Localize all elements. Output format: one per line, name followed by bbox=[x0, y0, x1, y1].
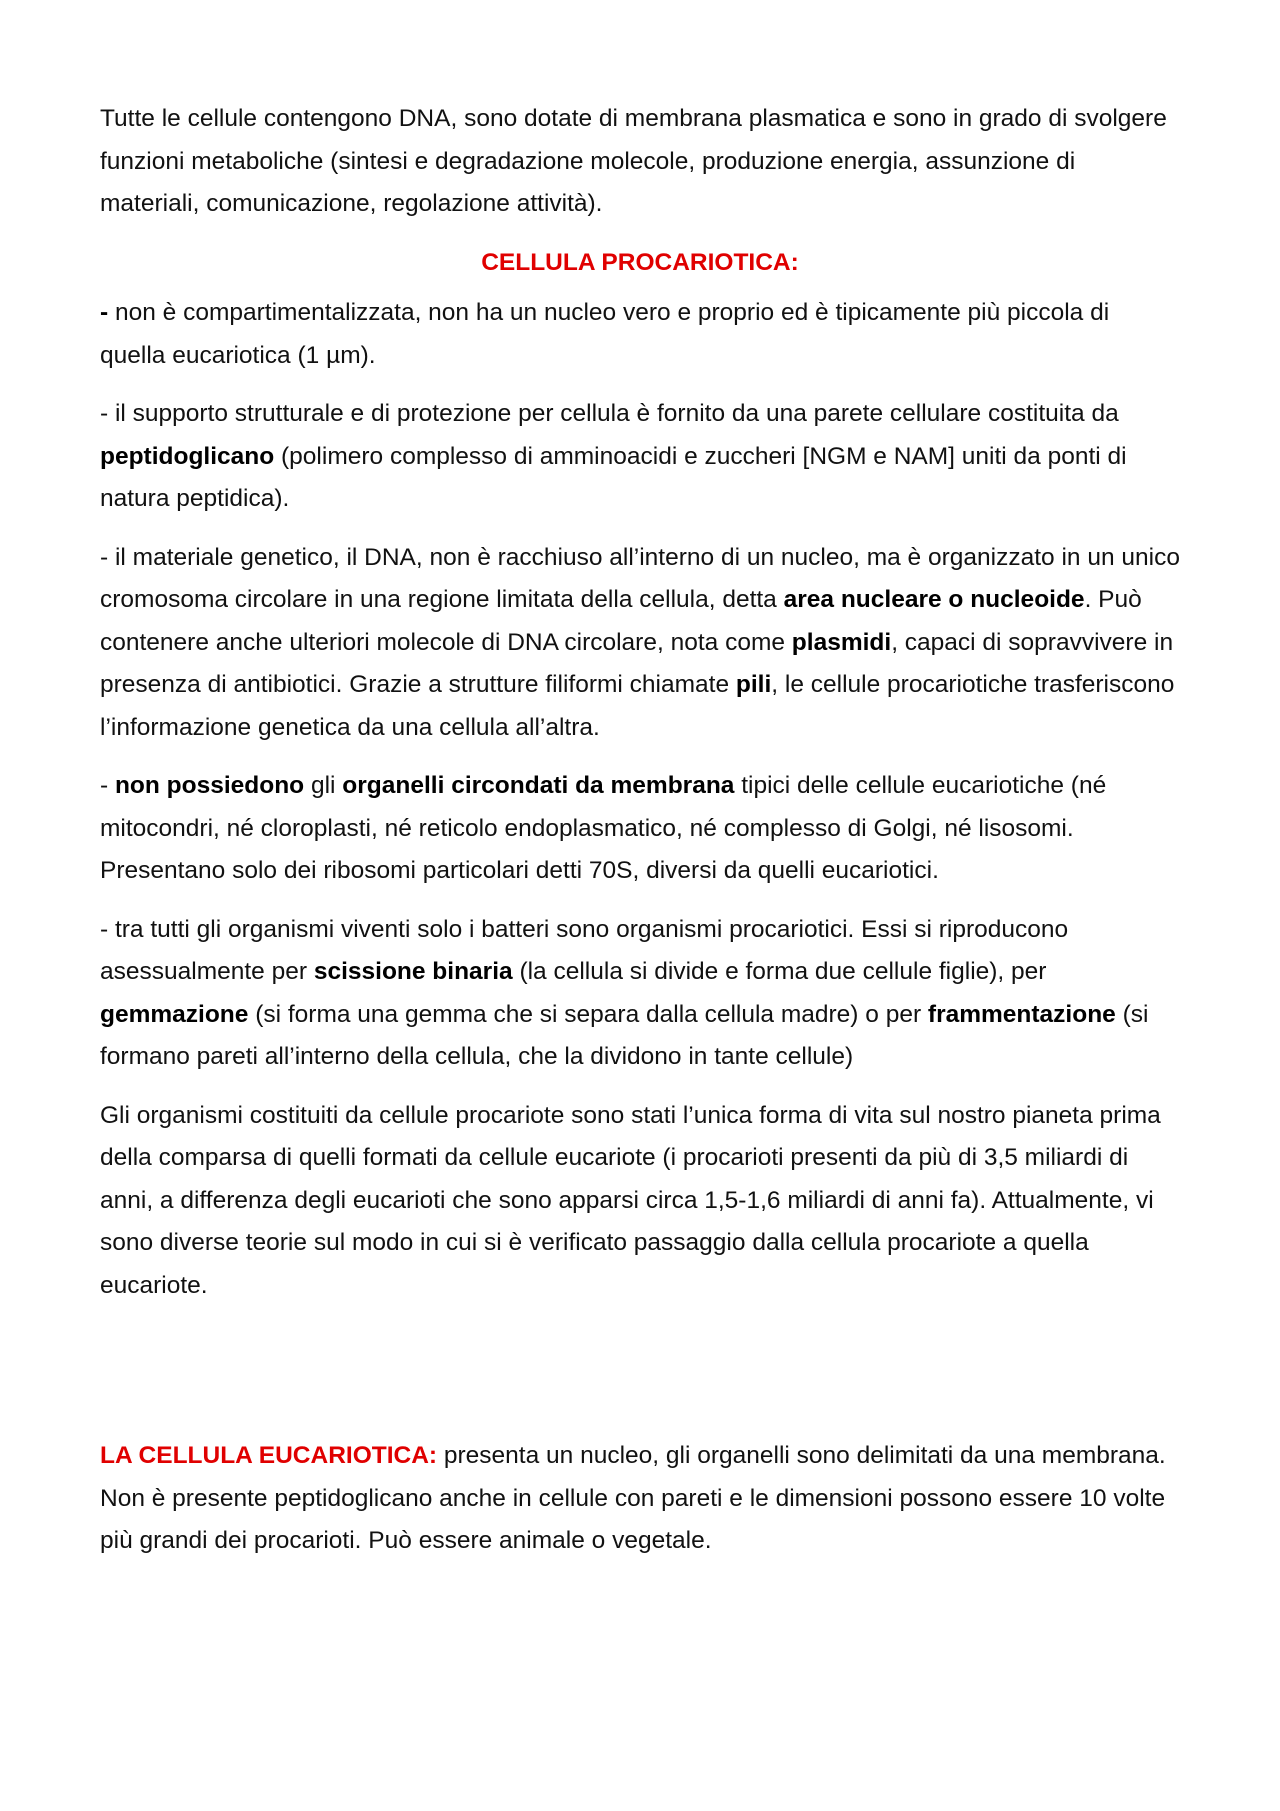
procariotica-point-3 bbox=[100, 537, 1180, 750]
point-1-dash: - bbox=[100, 299, 115, 326]
eucariotica-text: presenta un nucleo, gli organelli sono delimitati da una membrana. Non è presente peptidoglicano anche in cellule con pareti e le dimensioni possono essere 10 volte più grandi dei procarioti. Può essere animale o vegetale. bbox=[100, 1442, 1166, 1554]
point-5-text-e: (si formano pareti all’interno della cellula, che la dividono in tante cellule) bbox=[100, 1000, 1149, 1070]
point-5-text-a: - tra tutti gli organismi viventi solo i batteri sono organismi procariotici. Essi si riproducono asessualmente per bbox=[100, 915, 1069, 985]
point-5-text-d: (si forma una gemma che si separa dalla cellula madre) o per bbox=[248, 1000, 928, 1028]
term-organelli-membrana: organelli circondati da membrana bbox=[342, 772, 735, 799]
term-scissione-binaria: scissione binaria bbox=[313, 958, 513, 985]
term-plasmidi: plasmidi bbox=[791, 628, 892, 656]
procariotica-heading: CELLULA PROCARIOTICA: bbox=[481, 248, 799, 276]
eucariotica-paragraph bbox=[100, 1435, 1180, 1563]
point-3-text-e: , le cellule procariotiche trasferiscono l’informazione genetica da una cellula all’altra. bbox=[100, 671, 1175, 741]
term-peptidoglicano: peptidoglicano bbox=[100, 442, 275, 470]
term-pili: pili bbox=[735, 671, 772, 698]
procariotica-point-5 bbox=[100, 909, 1180, 1079]
point-3-text-a: - il materiale genetico, il DNA, non è racchiuso all’interno di un nucleo, ma è organizzato in un unico cromosoma circolare in una regione limitata della cellula, detta bbox=[100, 543, 1180, 613]
point-4-text-d: tipici delle cellule eucariotiche (né mitocondri, né cloroplasti, né reticolo endoplasmatico, né complesso di Golgi, né lisosomi. Presentano solo dei ribosomi particolari detti 70S, diversi da quelli eucariotici. bbox=[100, 772, 1107, 884]
point-2-text-c: (polimero complesso di amminoacidi e zuccheri [NGM e NAM] uniti da ponti di natura peptidica). bbox=[100, 442, 1127, 512]
procariotica-point-1 bbox=[100, 292, 1180, 377]
procariotica-conclusion: Gli organismi costituiti da cellule procariote sono stati l’unica forma di vita sul nostro pianeta prima della comparsa di quelli formati da cellule eucariote (i procarioti presenti da più di 3,5 miliardi di anni, a differenza degli eucarioti che sono apparsi circa 1,5-1,6 miliardi di anni fa). Attualmente, vi sono diverse teorie sul modo in cui si è verificato passaggio dalla cellula procariote a quella eucariote. bbox=[100, 1101, 1161, 1299]
point-4-text-c: gli bbox=[304, 772, 343, 799]
section-spacer bbox=[100, 1323, 1180, 1435]
term-frammentazione: frammentazione bbox=[927, 1000, 1116, 1028]
point-5-text-c: (la cellula si divide e forma due cellule figlie), per bbox=[512, 958, 1047, 985]
term-gemmazione: gemmazione bbox=[100, 1000, 249, 1028]
point-4-text-a: - bbox=[100, 772, 115, 799]
intro-paragraph: Tutte le cellule contengono DNA, sono dotate di membrana plasmatica e sono in grado di svolgere funzioni metaboliche (sintesi e degradazione molecole, produzione energia, assunzione di materiali, comunicazione, regolazione attività). bbox=[100, 105, 1167, 217]
point-3-text-d: , capaci di sopravvivere in presenza di antibiotici. Grazie a strutture filiformi chiamate bbox=[100, 628, 1174, 698]
term-non-possiedono: non possiedono bbox=[114, 772, 305, 799]
point-3-text-c: . Può contenere anche ulteriori molecole di DNA circolare, nota come bbox=[100, 586, 1142, 656]
point-1-text: non è compartimentalizzata, non ha un nucleo vero e proprio ed è tipicamente più piccola di quella eucariotica (1 µm). bbox=[100, 299, 1110, 369]
term-nucleoide: area nucleare o nucleoide bbox=[783, 586, 1085, 613]
procariotica-point-4 bbox=[100, 765, 1180, 893]
point-2-text-a: - il supporto strutturale e di protezione per cellula è fornito da una parete cellulare costituita da bbox=[100, 400, 1119, 427]
eucariotica-heading: LA CELLULA EUCARIOTICA: bbox=[100, 1442, 438, 1469]
procariotica-point-2 bbox=[100, 393, 1180, 521]
